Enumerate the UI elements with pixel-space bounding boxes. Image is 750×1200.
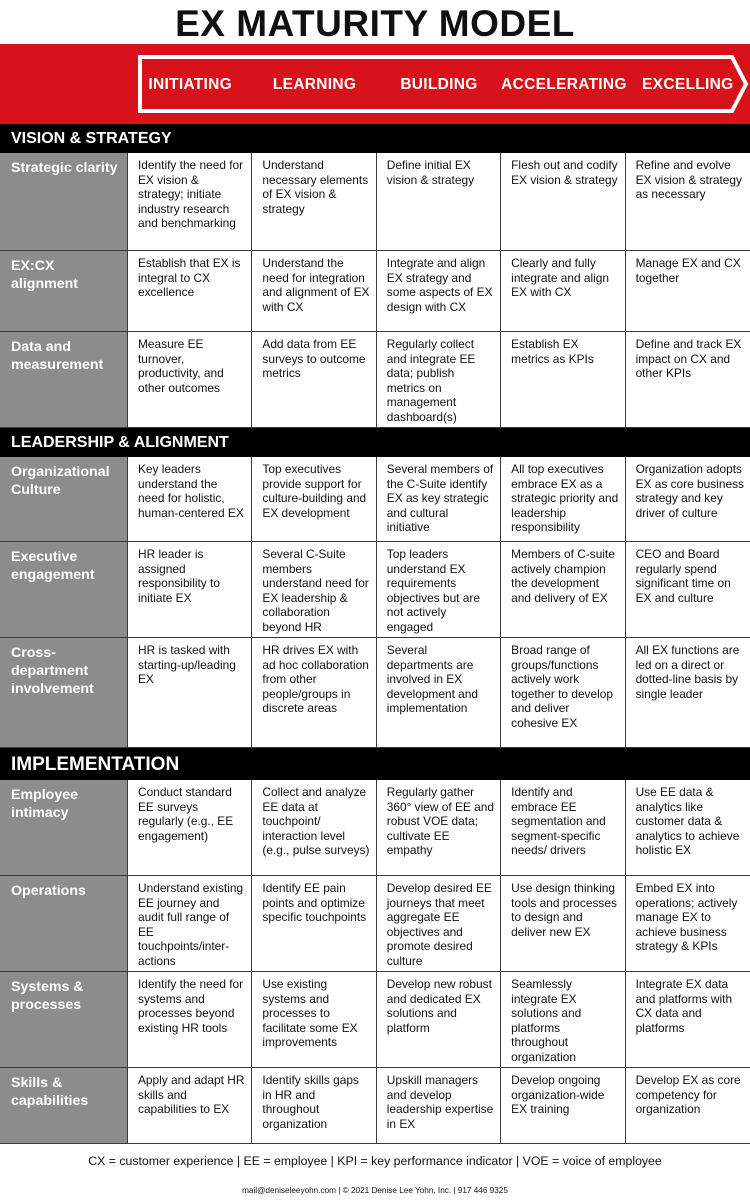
copyright-credit: mail@deniseleeyohn.com | © 2021 Denise Lee Yohn, Inc. | 917 446 9325 (242, 1186, 508, 1195)
table-cell: Top leaders understand EX requirements objectives but are not actively engaged (377, 542, 501, 637)
table-row (0, 1068, 750, 1144)
table-cell: Establish that EX is integral to CX excellence (128, 251, 252, 331)
table-cell: Develop new robust and dedicated EX solutions and platform (377, 972, 501, 1067)
row-label: Skills & capabilities (0, 1068, 128, 1143)
table-cell: Several members of the C-Suite identify EX as key strategic and cultural initiative (377, 457, 501, 541)
table-cell: Identify the need for systems and processes beyond existing HR tools (128, 972, 252, 1067)
table-row (0, 457, 750, 542)
table-cell: Use EE data & analytics like customer data & analytics to achieve holistic EX (635, 785, 740, 857)
table-cell: All top executives embrace EX as a strategic priority and leadership responsibility (501, 457, 625, 541)
table-cell: Organization adopts EX as core business strategy and key driver of culture (635, 462, 744, 520)
abbreviations-footnote: CX = customer experience | EE = employee | KPI = key performance indicator | VOE = voice of employee (88, 1154, 662, 1168)
table-cell: Broad range of groups/functions actively work together to develop and deliver cohesive EX (501, 638, 625, 747)
table-cell: Understand existing EE journey and audit full range of EE touchpoints/inter-actions (128, 876, 252, 971)
table-cell: Apply and adapt HR skills and capabilities to EX (128, 1068, 252, 1143)
row-label: Organizational Culture (0, 457, 128, 541)
table-cell: Integrate EX data and platforms with CX data and platforms (635, 977, 733, 1035)
table-cell: Understand the need for integration and alignment of EX with CX (252, 251, 376, 331)
stage-learning: LEARNING (272, 76, 357, 93)
stage-building: BUILDING (400, 76, 478, 93)
stage-banner (0, 44, 750, 124)
page-title: EX MATURITY MODEL (175, 3, 575, 44)
row-label: Executive engagement (0, 542, 128, 637)
table-cell: Members of C-suite actively champion the development and delivery of EX (501, 542, 625, 637)
stage-excelling: EXCELLING (642, 76, 734, 93)
table-cell: HR drives EX with ad hoc collaboration from other people/groups in discrete areas (252, 638, 376, 747)
table-cell: Establish EX metrics as KPIs (501, 332, 625, 427)
table-row (0, 638, 750, 748)
row-label: EX:CX alignment (0, 251, 128, 331)
row-label: Systems & processes (0, 972, 128, 1067)
stage-accelerating: ACCELERATING (501, 76, 627, 93)
table-row (0, 542, 750, 638)
table-cell: Seamlessly integrate EX solutions and platforms throughout organization (501, 972, 625, 1067)
table-cell: Integrate and align EX strategy and some aspects of EX design with CX (377, 251, 501, 331)
table-cell: HR leader is assigned responsibility to initiate EX (128, 542, 252, 637)
table-cell: Develop ongoing organization-wide EX training (501, 1068, 625, 1143)
table-cell: Develop EX as core competency for organization (635, 1073, 741, 1116)
table-cell: Top executives provide support for culture-building and EX development (252, 457, 376, 541)
table-cell: HR is tasked with starting-up/leading EX (128, 638, 252, 747)
table-cell: Embed EX into operations; actively manage EX to achieve business strategy & KPIs (635, 881, 738, 953)
table-row (0, 251, 750, 332)
table-cell: Conduct standard EE surveys regularly (e.g., EE engagement) (128, 780, 252, 875)
table-cell: Several departments are involved in EX development and implementation (377, 638, 501, 747)
table-cell: Define and track EX impact on CX and other KPIs (635, 337, 742, 380)
table-cell: Develop desired EE journeys that meet aggregate EE objectives and promote desired culture (377, 876, 501, 971)
table-row (0, 972, 750, 1068)
row-label: Cross-department involvement (0, 638, 128, 747)
row-label: Data and measurement (0, 332, 128, 427)
stage-labels (128, 44, 750, 124)
table-cell: Collect and analyze EE data at touchpoint/ interaction level (e.g., pulse surveys) (252, 780, 376, 875)
table-cell: Identify the need for EX vision & strategy; initiate industry research and benchmarking (128, 153, 252, 250)
table-cell: All EX functions are led on a direct or dotted-line basis by single leader (635, 643, 740, 701)
stage-initiating: INITIATING (148, 76, 233, 93)
section-header-leadership-alignment: LEADERSHIP & ALIGNMENT (0, 428, 750, 457)
table-cell: Add data from EE surveys to outcome metrics (252, 332, 376, 427)
table-cell: Define initial EX vision & strategy (377, 153, 501, 250)
row-label: Employee intimacy (0, 780, 128, 875)
table-cell: Regularly gather 360° view of EE and robust VOE data; cultivate EE empathy (377, 780, 501, 875)
table-row (0, 332, 750, 428)
table-cell: Understand necessary elements of EX vision & strategy (252, 153, 376, 250)
table-row (0, 153, 750, 251)
table-cell: Identify and embrace EE segmentation and segment-specific needs/ drivers (501, 780, 625, 875)
table-cell: Identify EE pain points and optimize specific touchpoints (252, 876, 376, 971)
row-label: Operations (0, 876, 128, 971)
table-cell: Manage EX and CX together (635, 256, 741, 285)
table-cell: CEO and Board regularly spend significant time on EX and culture (635, 547, 731, 605)
table-cell: Upskill managers and develop leadership expertise in EX (377, 1068, 501, 1143)
row-label: Strategic clarity (0, 153, 128, 250)
table-cell: Regularly collect and integrate EE data; publish metrics on management dashboard(s) (377, 332, 501, 427)
table-cell: Flesh out and codify EX vision & strategy (501, 153, 625, 250)
table-row (0, 876, 750, 972)
table-cell: Measure EE turnover, productivity, and other outcomes (128, 332, 252, 427)
table-cell: Refine and evolve EX vision & strategy as necessary (635, 158, 742, 201)
table-cell: Several C-Suite members understand need for EX leadership & collaboration beyond HR (252, 542, 376, 637)
table-cell: Key leaders understand the need for holistic, human-centered EX (128, 457, 252, 541)
table-row (0, 780, 750, 876)
table-cell: Clearly and fully integrate and align EX with CX (501, 251, 625, 331)
table-cell: Use existing systems and processes to facilitate some EX improvements (252, 972, 376, 1067)
table-cell: Use design thinking tools and processes to design and deliver new EX (501, 876, 625, 971)
section-header-vision-strategy: VISION & STRATEGY (0, 124, 750, 153)
section-header-implementation: IMPLEMENTATION (0, 748, 750, 780)
table-cell: Identify skills gaps in HR and throughout organization (252, 1068, 376, 1143)
